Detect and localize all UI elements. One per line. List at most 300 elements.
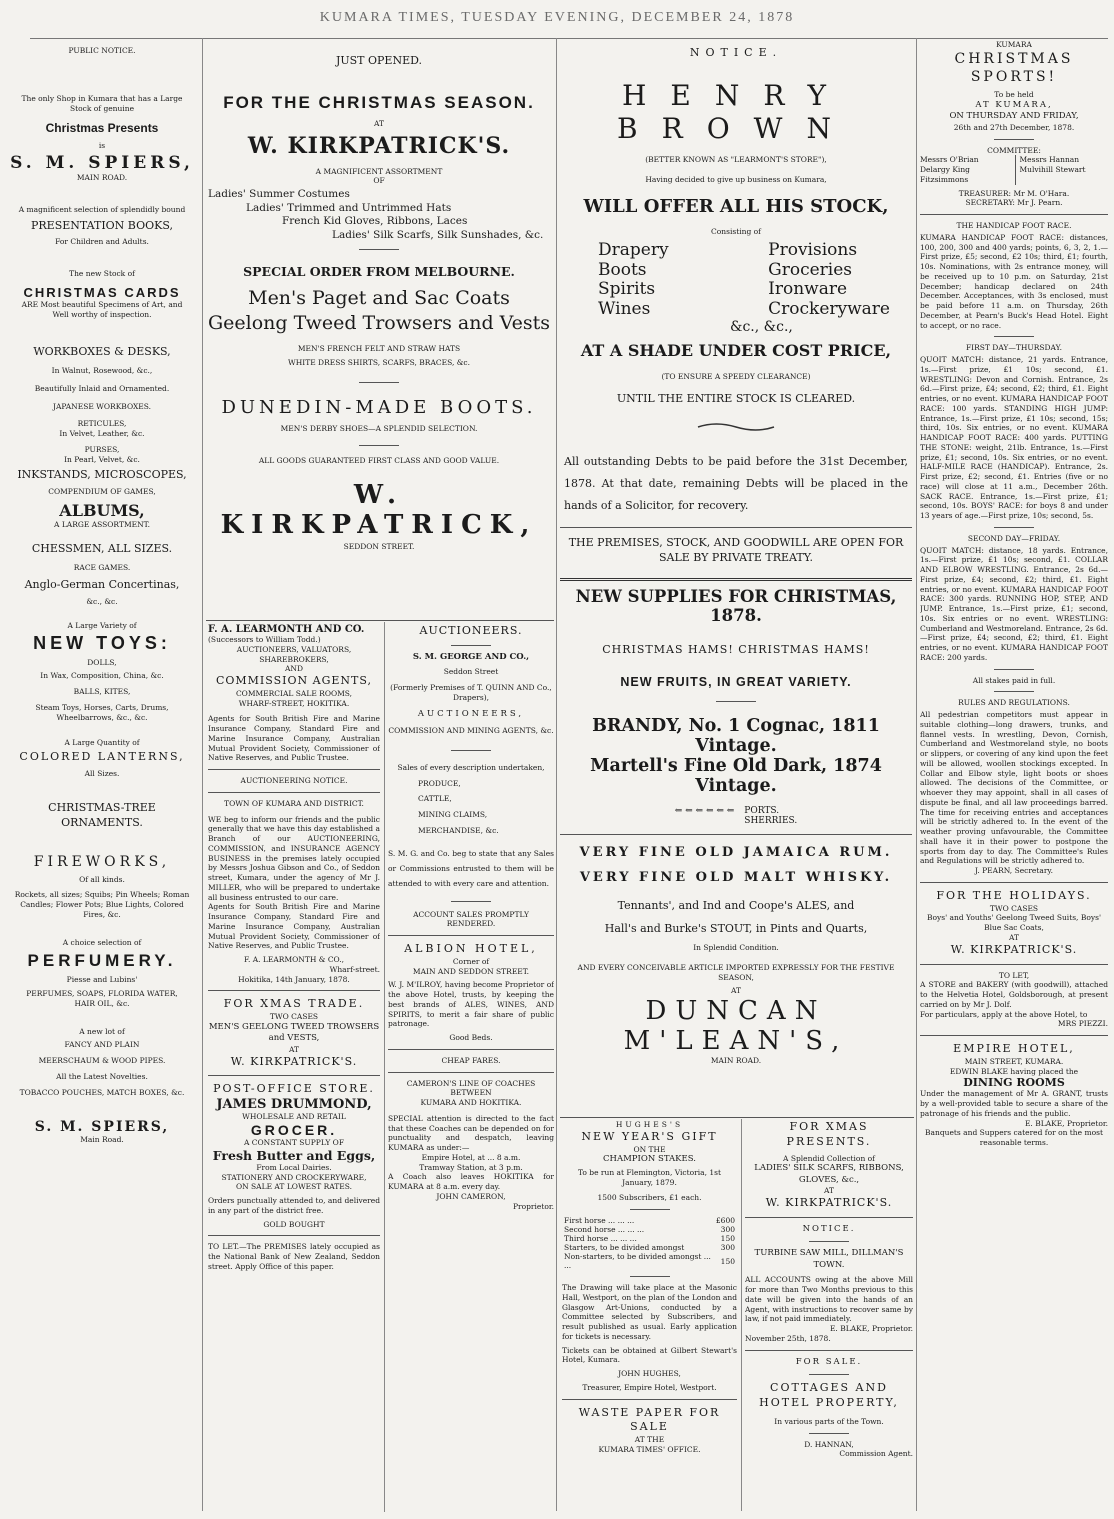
divider [920, 1035, 1108, 1036]
run: To be run at Flemington, Victoria, 1st January, 1879. [577, 1167, 722, 1187]
sig: F. A. LEARMONTH & CO., [243, 955, 345, 965]
office: KUMARA TIMES' OFFICE. [598, 1445, 701, 1454]
divider [451, 901, 491, 902]
scarfs: LADIES' SILK SCARFS, RIBBONS, GLOVES, &c., [754, 1163, 904, 1185]
divider [630, 1209, 670, 1210]
stock-list-right [768, 241, 890, 319]
workboxes: WORKBOXES & DESKS, [33, 345, 171, 359]
fancy: FANCY AND PLAIN [64, 1040, 140, 1050]
body2: Agents for South British Fire and Marine Insurance Company, Standard Fire and Marine Insurance Company, Australian Mutual Provident Society, Commissioner of Native Reserves, and Public Trustee. [208, 902, 380, 951]
cheap: CHEAP FARES. [441, 1055, 501, 1065]
divider [388, 1049, 554, 1050]
brown-maclean-column [560, 40, 912, 1115]
auctioneers: AUCTIONEERS. [419, 624, 523, 637]
lowest: ON SALE AT LOWEST RATES. [235, 1182, 353, 1192]
george: S. M. GEORGE AND CO., [412, 651, 530, 662]
stock: The new Stock of [69, 269, 135, 279]
first-items: QUOIT MATCH: distance, 21 yards. Entrance, 1s.—First prize, £1 10s; second, £1. WRESTLING: Devon and Cornish. Entrance, 2s 6d.—First prize, £4; second, £2; third, £1. Eight entries, or no event. KUMARA HANDICAP FOOT RACE: 100 yards. STANDING HIGH JUMP: Entrance, 1s.—First prize, £1 10s; second, 15s; third, 10s. Six entries, or no event. KUMARA HANDICAP FOOT RACE: 400 yards. PUTTING THE STONE: weight, 21lb. Entrance, 1s.—First prize, £1; second, 10s. Six entries, or no event. HALF-MILE RACE (HANDICAP). Entrance, 2s. First prize, £2; second, £1. Entries (five or no race) will close at 11 a.m., December 26th. SACK RACE. Entrance, 1s.—First prize, £1; second, 10s. BOYS' RACE: for boys 8 and under 13 years of age.—First prize, 10s; second, 5s. [920, 355, 1108, 521]
cards: CHRISTMAS CARDS [23, 284, 181, 300]
accounts: ALL ACCOUNTS owing at the above Mill for more than Two Months previous to this date will be given into the hands of an Agent, with instructions to recover same by law, if not paid immediately. [745, 1275, 913, 1324]
signature: W. KIRKPATRICK, [220, 480, 538, 541]
boots: DUNEDIN-MADE BOOTS. [221, 396, 537, 418]
wb1: In Walnut, Rosewood, &c., [51, 366, 153, 376]
flourish-ornament [696, 421, 776, 433]
coaches: CAMERON'S LINE OF COACHES [406, 1078, 536, 1088]
supply: A CONSTANT SUPPLY OF [243, 1138, 345, 1148]
rum: VERY FINE OLD JAMAICA RUM. [579, 845, 893, 861]
sports-column [920, 40, 1108, 1510]
variety: A Large Variety of [67, 620, 137, 630]
hughes: HUGHES'S [615, 1120, 684, 1129]
agents: Agents for South British Fire and Marine Insurance Company, Standard Fire and Marine Insurance Company, Australian Mutual Provident Society, Commissioner of Native Reserves, and Public Trustee. [208, 714, 380, 763]
prize-label: Non-starters, to be divided amongst ... ... [564, 1252, 711, 1271]
rockets: Rockets, all sizes; Squibs; Pin Wheels; Roman Candles; Flower Pots; Blue Lights, Colored Fires, &c. [14, 890, 190, 919]
particulars: For particulars, apply at the above Hotel, to [920, 1009, 1088, 1019]
turbine: TURBINE SAW MILL, DILLMAN'S TOWN. [754, 1248, 904, 1270]
duncan: DUNCAN M'LEAN'S, [623, 996, 849, 1057]
body: WE beg to inform our friends and the public generally that we have this day established a Branch of our AUCTIONEERING, COMMISSION, and INSURANCE AGENCY BUSINESS in the premises lately occupied by Messrs Joshua Gibson and Co., of Seddon street, Kumara, under the agency of Mr J. MILLER, who will be prepared to undertake all business entrusted to our care. [208, 814, 380, 902]
hughes-column [562, 1120, 737, 1510]
divider [359, 382, 399, 383]
various: In various parts of the Town. [774, 1416, 884, 1426]
divider [451, 750, 491, 751]
divider [208, 1235, 380, 1236]
first-day: FIRST DAY—THURSDAY. [965, 343, 1063, 353]
at-the: AT THE [634, 1435, 665, 1445]
notice-title: PUBLIC NOTICE. [68, 46, 136, 55]
tramway: Tramway Station, at 3 p.m. [419, 1162, 523, 1172]
is: is [98, 141, 106, 151]
formerly: (Formerly Premises of T. QUINN AND Co., Drapers), [390, 683, 552, 702]
prize-label: Third horse ... ... ... [564, 1234, 637, 1244]
dolls-desc: In Wax, Composition, China, &c. [40, 671, 164, 681]
stout: Hall's and Burke's STOUT, in Pints and Quarts, [604, 922, 868, 936]
auct-notice: AUCTIONEERING NOTICE. [240, 776, 348, 786]
guarantee: ALL GOODS GUARANTEED FIRST CLASS AND GOOD VALUE. [258, 456, 500, 466]
toys: NEW TOYS: [33, 632, 171, 653]
auctioneers2: AUCTIONEERS, [417, 708, 525, 719]
reticules-desc: In Velvet, Leather, &c. [59, 429, 145, 439]
subcolumn-divider [741, 1119, 742, 1511]
cottages: COTTAGES AND HOTEL PROPERTY, [759, 1381, 899, 1409]
grocer: GROCER. [250, 1122, 338, 1139]
divider [208, 769, 380, 770]
commission: COMMISSION AGENTS, [215, 674, 373, 687]
roles: AUCTIONEERS, VALUATORS, SHAREBROKERS, [236, 644, 352, 664]
divider [920, 882, 1108, 883]
ports-sherries [560, 806, 912, 826]
main: MAIN AND SEDDON STREET. [412, 966, 530, 976]
until: UNTIL THE ENTIRE STOCK IS CLEARED. [616, 392, 856, 406]
premises: THE PREMISES, STOCK, AND GOODWILL ARE OPEN FOR SALE BY PRIVATE TREATY. [568, 535, 904, 564]
line-2: Ladies' Trimmed and Untrimmed Hats [246, 201, 452, 214]
stock-item: Groceries [768, 259, 853, 280]
meerschaum: MEERSCHAUM & WOOD PIPES. [38, 1056, 166, 1066]
stock-item: Ironware [768, 279, 848, 300]
felt: MEN'S FRENCH FELT AND STRAW HATS [297, 344, 461, 354]
xmas-presents: FOR XMAS PRESENTS. [786, 1120, 872, 1148]
holidays: FOR THE HOLIDAYS. [936, 888, 1092, 902]
stock-item: Boots [598, 259, 647, 280]
albums-desc: A LARGE ASSORTMENT. [54, 520, 150, 530]
offer: WILL OFFER ALL HIS STOCK, [583, 196, 889, 218]
purses-desc: In Pearl, Velvet, &c. [64, 454, 140, 464]
corner: Corner of [452, 956, 490, 966]
gold: GOLD BOUGHT [263, 1219, 325, 1229]
condition: In Splendid Condition. [693, 943, 779, 953]
purses: PURSES, [84, 444, 120, 454]
divider [560, 578, 912, 581]
paget: Men's Paget and Sac Coats [248, 286, 510, 309]
tickets: Tickets can be obtained at Gilbert Stewart's Hotel, Kumara. [562, 1345, 737, 1365]
second-day: SECOND DAY—FRIDAY. [967, 533, 1061, 543]
divider [920, 214, 1108, 215]
commission: COMMISSION AND MINING AGENTS, &c. [388, 726, 554, 736]
splendid: A Splendid Collection of [783, 1153, 875, 1163]
prize-value: 150 [720, 1234, 735, 1244]
dairies: From Local Dairies. [256, 1162, 332, 1172]
chessmen: CHESSMEN, ALL SIZES. [31, 541, 173, 555]
piezzi: MRS PIEZZI. [1057, 1019, 1108, 1029]
handicap-desc: KUMARA HANDICAP FOOT RACE: distances, 100, 200, 300 and 400 yards; points, 6, 3, 2, 1.—First prize, £5; second, £2 10s; third, £1; fourth, 10s. Nominations, with 2s entrance money, will be received up to 10 p.m. on Saturday, 21st December; handicap declared on 24th December. Acceptances, with 3s enclosed, must be paid before 11 a.m. on Thursday, 26th December, at Pearn's Buck's Head Hotel. Eight to accept, or no race. [920, 232, 1108, 330]
divider [994, 669, 1034, 670]
rules-body: All pedestrian competitors must appear in suitable clothing—long drawers, trunks, and flannel vests. In wrestling, Devon, Cornish, Cumberland and Westmoreland style, no boots or slippers, or covering of any kind upon the feet will be allowed, woollen stockings excepted. In Collar and Elbow style, light boots or shoes allowed. The decisions of the Committee, or whoever they may appoint, shall in all cases of dispute be final, and all law proceedings barred. The time for receiving entries and acceptances will be strictly adhered to. In the event of the weather proving unfavourable, the Committee shall have it in their power to postpone the sports from day to day. The Committee's Rules and Regulations will be strictly adhered to. [920, 710, 1108, 866]
smg: S. M. G. and Co. beg to state that any Sales or Commissions entrusted to them will be attended to with every care and attention. [388, 848, 554, 888]
on-the: ON THE [633, 1144, 666, 1154]
table-row [562, 1225, 737, 1234]
divider [809, 1433, 849, 1434]
shirts: WHITE DRESS SHIRTS, SCARFS, BRACES, &c. [287, 357, 470, 367]
at: AT [730, 986, 741, 996]
agent: Commission Agent. [839, 1449, 913, 1459]
divider [994, 336, 1034, 337]
cases: TWO CASES [269, 1012, 319, 1022]
blake: E. BLAKE, Proprietor. [1024, 1118, 1108, 1128]
hannan: D. HANNAN, [804, 1439, 854, 1449]
albums: ALBUMS, [59, 501, 145, 521]
divider [809, 1241, 849, 1242]
tolet: TO LET.—The PREMISES lately occupied as the National Bank of New Zealand, Seddon street. Apply Office of this paper. [208, 1242, 380, 1271]
street: SEDDON STREET. [343, 542, 415, 552]
balls: BALLS, KITES, [73, 687, 131, 697]
stock-item: Drapery [598, 240, 669, 261]
dining: DINING ROOMS [963, 1076, 1065, 1090]
ornaments: CHRISTMAS-TREE ORNAMENTS. [48, 800, 156, 829]
etc: &c., &c. [86, 597, 118, 607]
post: POST-OFFICE STORE. [213, 1082, 375, 1096]
whisky: VERY FINE OLD MALT WHISKY. [579, 870, 893, 886]
footer-road: Main Road. [80, 1135, 124, 1145]
divider [745, 1217, 913, 1218]
road: MAIN ROAD. [76, 173, 128, 182]
line-4: Ladies' Silk Scarfs, Silk Sunshades, &c. [332, 229, 544, 242]
divider [630, 1276, 670, 1277]
wharf: WHARF-STREET, HOKITIKA. [238, 698, 350, 708]
column-divider [916, 38, 917, 1511]
committee-left: Messrs O'Brian Delargy King Fitzsimmons [920, 155, 979, 184]
notice: NOTICE. [689, 46, 783, 59]
divider [994, 527, 1034, 528]
concertinas: Anglo-German Concertinas, [24, 578, 180, 592]
prop: Proprietor. [512, 1201, 554, 1211]
special-order: SPECIAL ORDER FROM MELBOURNE. [243, 263, 515, 279]
table-row [562, 1243, 737, 1252]
cards-desc: ARE Most beautiful Specimens of Art, and Well worthy of inspection. [21, 299, 183, 319]
treasurer: Treasurer, Empire Hotel, Westport. [582, 1382, 717, 1392]
kirkpatrick-advert [206, 40, 552, 620]
inkstands: INKSTANDS, MICROSCOPES, [17, 468, 187, 482]
kumara: KUMARA [996, 40, 1032, 49]
season: FOR THE CHRISTMAS SEASON. [223, 92, 535, 112]
masthead: KUMARA TIMES, TUESDAY EVENING, DECEMBER 24, 1878 [319, 10, 795, 25]
town: TOWN OF KUMARA AND DISTRICT. [224, 798, 364, 808]
martell: Martell's Fine Old Dark, 1874 Vintage. [590, 756, 882, 797]
of: OF [373, 176, 385, 186]
stock-item: Crockeryware [768, 298, 890, 319]
orders: Orders punctually attended to, and delivered in any part of the district free. [208, 1196, 380, 1215]
kirk: W. KIRKPATRICK'S. [765, 1196, 893, 1210]
shade: AT A SHADE UNDER COST PRICE, [580, 341, 892, 361]
gift: NEW YEAR'S GIFT [581, 1129, 718, 1143]
line-1: Ladies' Summer Costumes [208, 188, 350, 201]
wb2: Beautifully Inlaid and Ornamented. [34, 383, 170, 393]
sale: FOR SALE. [795, 1356, 863, 1367]
sports: CHRISTMAS SPORTS! [954, 50, 1074, 85]
sales: Sales of every description undertaken, [397, 762, 545, 772]
divider [920, 964, 1108, 965]
giving: Having decided to give up business on Kumara, [645, 174, 827, 184]
every: AND EVERY CONCEIVABLE ARTICLE IMPORTED EXPRESSLY FOR THE FESTIVE SEASON, [577, 962, 895, 982]
presents: Christmas Presents [45, 121, 159, 136]
divider [560, 834, 912, 835]
learmonth-column [208, 624, 380, 1514]
race-games: RACE GAMES. [73, 562, 131, 572]
dolls: DOLLS, [87, 657, 117, 667]
prize-label: Starters, to be divided amongst [564, 1243, 685, 1253]
brandy: BRANDY, No. 1 Cognac, 1811 Vintage. [592, 716, 880, 757]
sherries: SHERRIES. [744, 816, 798, 827]
at: AT KUMARA, [975, 99, 1053, 110]
ports: PORTS. [744, 806, 780, 817]
tobacco: TOBACCO POUCHES, MATCH BOXES, &c. [19, 1087, 185, 1097]
divider [451, 645, 491, 646]
divider [208, 990, 380, 991]
committee-right: Messrs Hannan Mulvihill Stewart [1015, 155, 1109, 184]
treasurer: TREASURER: Mr M. O'Hara. [958, 188, 1070, 198]
sig2: Wharf-street. [329, 964, 380, 974]
item-mining: MINING CLAIMS, [418, 810, 488, 820]
shop-name: S. M. SPIERS, [10, 153, 194, 173]
two: TWO CASES [989, 903, 1039, 913]
butter: Fresh Butter and Eggs, [212, 1147, 376, 1163]
stock-item: Wines [598, 298, 651, 319]
banquets: Banquets and Suppers catered for on the most reasonable terms. [925, 1128, 1103, 1148]
second-items: QUOIT MATCH: distance, 18 yards. Entrance, 1s.—First prize, £1 10s; second, £1. COLLAR AND ELBOW WRESTLING. Entrance, 2s 6d.—First prize, £4; second, £2; third, £1. Eight entries, or no event. KUMARA HANDICAP FOOT RACE: 300 yards. RUNNING HOP, STEP, AND JUMP. Entrance, 1s.—First prize, £1; second, 10s. Six entries or no event. WRESTLING: Cumberland and Westmoreland. Entrance, 2s 6d.—First prize, £4; second, £2; third, £1. Eight entries, or no event. KUMARA HANDICAP FOOT RACE: 200 yards. [920, 545, 1108, 662]
compendium: COMPENDIUM OF GAMES, [48, 487, 156, 497]
new-lot: A new lot of [79, 1026, 125, 1036]
steam: Steam Toys, Horses, Carts, Drums, Wheelbarrows, &c., &c. [35, 702, 169, 722]
notice: NOTICE. [802, 1223, 856, 1234]
prize-value: 300 [720, 1225, 735, 1235]
item-cattle: CATTLE, [418, 794, 452, 804]
prize-label: Second horse ... ... ... [564, 1225, 645, 1235]
geelong: Geelong Tweed Trowsers and Vests [207, 312, 551, 335]
stakes: CHAMPION STAKES. [603, 1154, 696, 1165]
table-row [562, 1216, 737, 1225]
john: JOHN HUGHES, [618, 1369, 681, 1379]
at: AT [823, 1186, 834, 1196]
kirkpatrick-notice-column [745, 1120, 913, 1510]
road: MAIN ROAD. [710, 1056, 762, 1066]
divider [994, 691, 1034, 692]
beds: Good Beds. [449, 1033, 493, 1043]
better: (BETTER KNOWN AS "LEARMONT'S STORE"), [645, 154, 827, 164]
hams: CHRISTMAS HAMS! CHRISTMAS HAMS! [602, 642, 870, 656]
edwin: EDWIN BLAKE having placed the [949, 1066, 1079, 1076]
rules: RULES AND REGULATIONS. [958, 698, 1070, 708]
divider [388, 1072, 554, 1073]
divider [208, 792, 380, 793]
successors: (Successors to William Todd.) [208, 635, 321, 644]
all-sizes: All Sizes. [84, 769, 120, 779]
column-divider [202, 38, 203, 1511]
kirk: W. KIRKPATRICK'S. [230, 1054, 358, 1068]
divider [745, 1350, 913, 1351]
quantity: A Large Quantity of [64, 738, 140, 748]
prize-value: £600 [715, 1216, 735, 1226]
piesse: Piesse and Lubins' [66, 975, 138, 985]
spiers-advert [6, 40, 198, 1510]
waste: WASTE PAPER FOR SALE [578, 1405, 721, 1434]
at: AT [288, 1044, 299, 1054]
derby: MEN'S DERBY SHOES—A SPLENDID SELECTION. [280, 423, 478, 433]
ales: Tennants', and Ind and Coope's ALES, and [617, 899, 855, 913]
divider [560, 527, 912, 528]
reticules: RETICULES, [77, 419, 127, 429]
japanese: JAPANESE WORKBOXES. [52, 401, 152, 411]
leaves: A Coach also leaves HOKITIKA for KUMARA at 8 a.m. every day. [388, 1172, 554, 1192]
prize-value: 300 [720, 1243, 735, 1253]
dates: 26th and 27th December, 1878. [953, 122, 1075, 132]
henry-brown: HENRY BROWN [617, 78, 855, 145]
blake: E. BLAKE, Proprietor. [829, 1324, 913, 1334]
divider [560, 1117, 914, 1118]
route: KUMARA AND HOKITIKA. [420, 1098, 522, 1108]
divider [359, 249, 399, 250]
tolet: TO LET, [998, 970, 1030, 980]
empire: EMPIRE HOTEL, [953, 1042, 1075, 1055]
at2: AT [1008, 932, 1019, 942]
ensure: (TO ENSURE A SPEEDY CLEARANCE) [661, 372, 811, 382]
geelong: MEN'S GEELONG TWEED TROWSERS and VESTS, [208, 1021, 380, 1044]
albion: ALBION HOTEL, [404, 942, 538, 956]
special: SPECIAL attention is directed to the fact that these Coaches can be depended on for punctuality and despatch, leaving KUMARA as under:— [388, 1113, 554, 1153]
assortment: A MAGNIFICENT ASSORTMENT [315, 166, 443, 176]
lanterns: COLORED LANTERNS, [19, 750, 185, 764]
prize-label: First horse ... ... ... [564, 1216, 635, 1226]
subs: 1500 Subscribers, £1 each. [597, 1193, 702, 1203]
intro: The only Shop in Kumara that has a Large Stock of genuine [21, 93, 183, 113]
subcolumn-divider [384, 622, 385, 1512]
prize-table [562, 1216, 737, 1270]
divider [994, 139, 1034, 140]
stakes: All stakes paid in full. [972, 675, 1056, 685]
of-all: Of all kinds. [79, 874, 125, 884]
committee: COMMITTEE: [987, 145, 1041, 155]
cameron: JOHN CAMERON, [436, 1191, 506, 1201]
date: November 25th, 1878. [745, 1333, 831, 1343]
perfumery: PERFUMERY. [27, 951, 177, 971]
handicap: THE HANDICAP FOOT RACE. [956, 221, 1072, 231]
etc: &c., &c., [730, 319, 793, 336]
arrow-ornament: ⇐ ⇐ ⇐ ⇐ ⇐ ⇐ [674, 806, 735, 817]
books-for: For Children and Adults. [55, 237, 149, 247]
kirk: W. KIRKPATRICK'S. [950, 942, 1078, 956]
xmas: FOR XMAS TRADE. [223, 997, 365, 1011]
main: MAIN STREET, KUMARA. [964, 1056, 1064, 1066]
learmonth: F. A. LEARMONTH AND CO. [208, 624, 365, 635]
stationery: STATIONERY AND CROCKERYWARE, [221, 1172, 367, 1182]
just-opened: JUST OPENED. [335, 54, 423, 67]
divider [208, 1075, 380, 1076]
item-merchandise: MERCHANDISE, &c. [418, 825, 499, 835]
seddon: Seddon Street [443, 667, 499, 677]
and: AND [285, 664, 303, 674]
stock-list-left [598, 241, 669, 319]
divider [388, 935, 554, 936]
supplies: NEW SUPPLIES FOR CHRISTMAS, 1878. [575, 586, 897, 625]
footer-name: S. M. SPIERS, [34, 1119, 170, 1136]
divider [206, 620, 554, 621]
empire: Empire Hotel, at ... 8 a.m. [421, 1152, 521, 1162]
date: Hokitika, 14th January, 1878. [238, 974, 350, 984]
line-3: French Kid Gloves, Ribbons, Laces [282, 215, 468, 228]
choice: A choice selection of [62, 937, 142, 947]
divider [809, 1374, 849, 1375]
wholesale: WHOLESALE AND RETAIL [242, 1112, 346, 1122]
consisting: Consisting of [711, 227, 761, 237]
stock-item: Spirits [598, 279, 656, 300]
table-row [562, 1234, 737, 1243]
item-produce: PRODUCE, [418, 778, 461, 788]
firm: W. KIRKPATRICK'S. [247, 132, 511, 159]
debts: All outstanding Debts to be paid before the 31st December, 1878. At that date, remaining Debts will be placed in the hands of a Solicitor, for recovery. [564, 454, 908, 512]
books: PRESENTATION BOOKS, [31, 218, 173, 232]
store: A STORE and BAKERY (with goodwill), attached to the Helvetia Hotel, Goldsborough, at present carried on by Mr J. Dolf. [920, 980, 1108, 1009]
perfumes: PERFUMES, SOAPS, FLORIDA WATER, HAIR OIL, &c. [26, 989, 178, 1008]
header-rule [30, 38, 1108, 39]
held: To be held [994, 90, 1034, 100]
mcilroy: W. J. M'ILROY, having become Proprietor of the above Hotel, trusts, by keeping the best brands of ALES, WINES, AND SPIRITS, to merit a fair share of public patronage. [388, 980, 554, 1029]
table-row [562, 1252, 737, 1270]
pearn: J. PEARN, Secretary. [974, 866, 1054, 876]
fruits: NEW FRUITS, IN GREAT VARIETY. [620, 675, 852, 690]
at: AT [373, 118, 384, 128]
divider [716, 701, 756, 702]
novelties: All the Latest Novelties. [56, 1071, 148, 1081]
george-column [388, 624, 554, 1514]
column-divider [556, 38, 557, 1511]
divider [562, 1399, 737, 1400]
divider [359, 445, 399, 446]
suits: Boys' and Youths' Geelong Tweed Suits, Boys' Blue Sac Coats, [926, 913, 1102, 933]
account: ACCOUNT SALES PROMPTLY RENDERED. [413, 909, 529, 929]
rooms: COMMERCIAL SALE ROOMS, [235, 688, 353, 698]
grant: Under the management of Mr A. GRANT, trusts by a well-provided table to secure a share of the patronage of his friends and the public. [920, 1089, 1108, 1118]
days: ON THURSDAY AND FRIDAY, [949, 111, 1079, 122]
drawing: The Drawing will take place at the Masonic Hall, Westport, on the plan of the London and Glasgow Art-Unions, conducted by a Committee selected by Subscribers, and result published as usual. Early application for tickets is necessary. [562, 1283, 737, 1341]
drummond: JAMES DRUMMOND, [216, 1097, 372, 1113]
